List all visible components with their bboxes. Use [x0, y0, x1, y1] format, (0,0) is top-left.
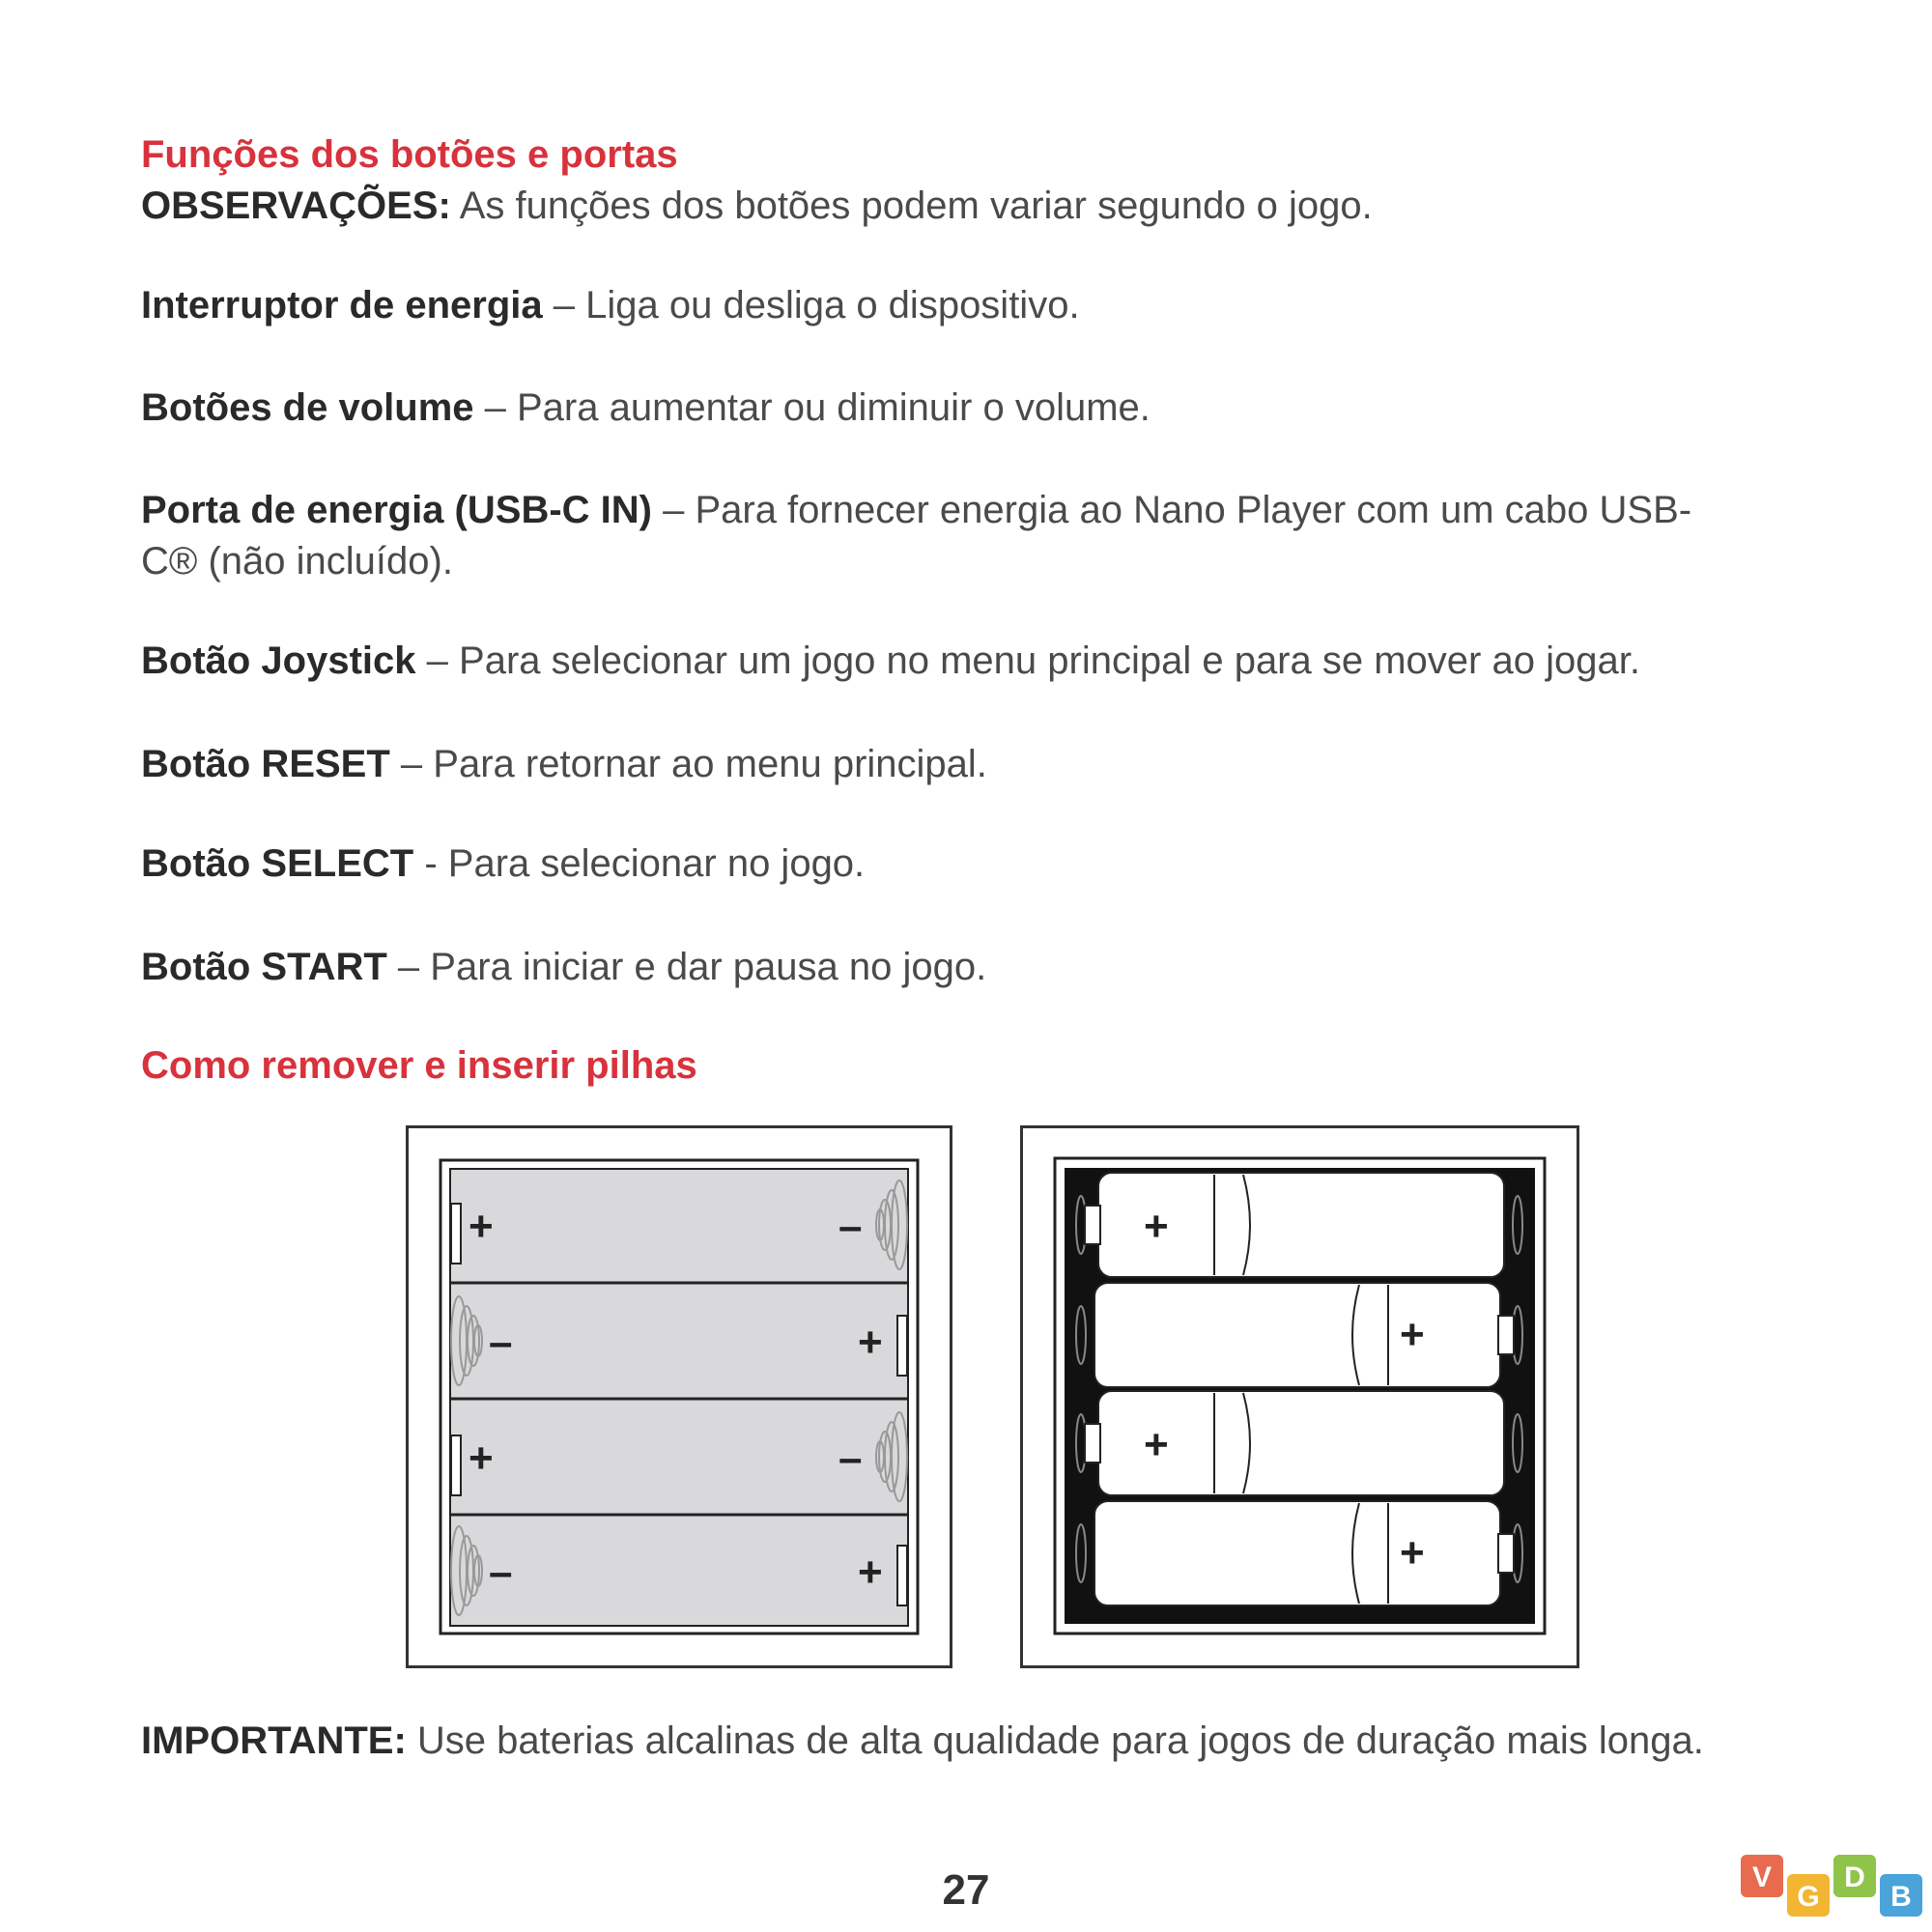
term-label: Botão START: [141, 946, 387, 988]
batteries-inserted-figure: [1020, 1125, 1579, 1668]
term-description: Para fornecer energia ao Nano Player com um cabo USB-C® (não incluído).: [141, 489, 1692, 582]
term-description: Para retornar ao menu principal.: [433, 743, 987, 785]
important-paragraph: [141, 1716, 1787, 1767]
term-description: Para selecionar um jogo no menu principal e para se mover ao jogar.: [459, 639, 1640, 682]
empty-compartment-figure: [406, 1125, 952, 1668]
volume-buttons-paragraph: [141, 383, 1787, 434]
plus-sign: +: [858, 1548, 883, 1596]
term-separator: –: [651, 489, 696, 531]
plus-sign: +: [469, 1203, 494, 1250]
svg-text:V: V: [1751, 1861, 1773, 1893]
plus-sign: +: [1400, 1529, 1425, 1577]
term-separator: [451, 185, 460, 227]
term-label: Botão Joystick: [141, 639, 416, 682]
term-separator: –: [389, 743, 434, 785]
plus-sign: +: [1144, 1421, 1169, 1468]
power-switch-paragraph: [141, 280, 1787, 331]
term-description: Use baterias alcalinas de alta qualidade para jogos de duração mais longa.: [416, 1719, 1704, 1762]
term-label: Interruptor de energia: [141, 284, 543, 327]
term-description: As funções dos botões podem variar segundo o jogo.: [459, 185, 1373, 227]
start-button-paragraph: [141, 942, 1787, 993]
page-number: 27: [942, 1866, 990, 1914]
joystick-button-paragraph: [141, 636, 1787, 687]
term-label: OBSERVAÇÕES:: [141, 185, 451, 227]
svg-text:G: G: [1797, 1881, 1820, 1913]
term-description: Para selecionar no jogo.: [447, 842, 866, 885]
empty-compartment-illustration: [409, 1128, 950, 1665]
term-description: Liga ou desliga o dispositivo.: [585, 284, 1080, 327]
batteries-inserted-illustration: [1023, 1128, 1577, 1665]
select-button-paragraph: [141, 838, 1787, 890]
functions-heading: Funções dos botões e portas: [141, 133, 678, 176]
term-label: IMPORTANTE:: [141, 1719, 407, 1762]
term-label: Botões de volume: [141, 386, 474, 429]
term-separator: –: [473, 386, 517, 429]
term-separator: [407, 1719, 417, 1762]
batteries-heading: Como remover e inserir pilhas: [141, 1044, 697, 1087]
term-separator: –: [415, 639, 460, 682]
term-label: Porta de energia (USB-C IN): [141, 489, 652, 531]
reset-button-paragraph: [141, 739, 1787, 790]
term-label: Botão RESET: [141, 743, 390, 785]
battery-icon: [1094, 1283, 1514, 1387]
plus-sign: +: [469, 1435, 494, 1482]
notes-paragraph: [141, 181, 1787, 232]
battery-icon: [1094, 1501, 1514, 1605]
plus-sign: +: [1400, 1311, 1425, 1358]
svg-text:B: B: [1890, 1881, 1912, 1913]
minus-sign: –: [489, 1319, 513, 1366]
minus-sign: –: [838, 1203, 863, 1250]
svg-text:D: D: [1844, 1861, 1865, 1893]
term-separator: –: [542, 284, 586, 327]
term-separator: –: [386, 946, 431, 988]
plus-sign: +: [1144, 1203, 1169, 1250]
power-port-paragraph: [141, 485, 1710, 587]
minus-sign: –: [489, 1548, 513, 1596]
term-description: Para iniciar e dar pausa no jogo.: [430, 946, 987, 988]
term-description: Para aumentar ou diminuir o volume.: [517, 386, 1151, 429]
term-separator: -: [413, 842, 448, 885]
minus-sign: –: [838, 1435, 863, 1482]
plus-sign: +: [858, 1319, 883, 1366]
vgdb-logo: [1739, 1853, 1928, 1920]
term-label: Botão SELECT: [141, 842, 414, 885]
